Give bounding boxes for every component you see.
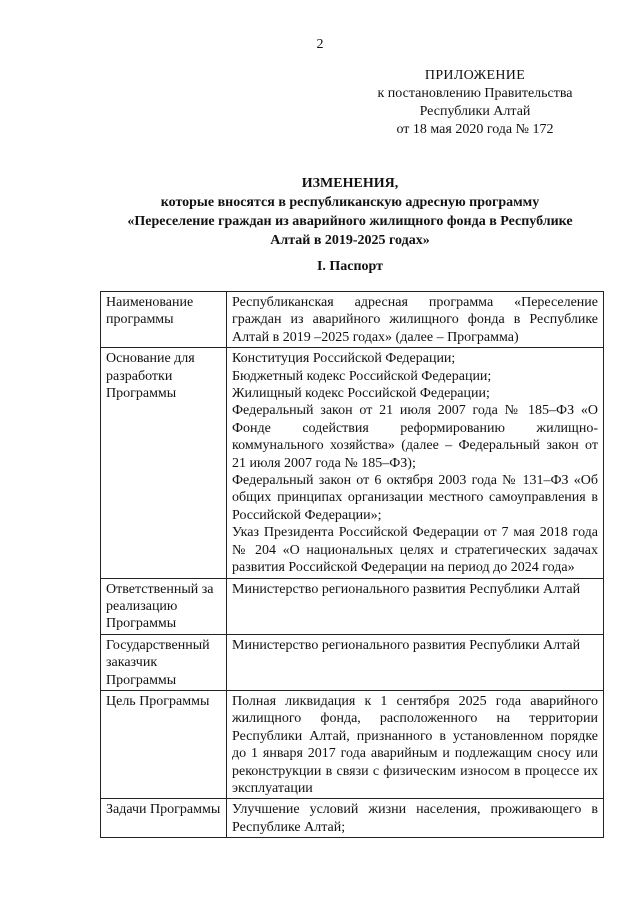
row-label: Основание для разработки Программы (101, 348, 227, 578)
row-value (227, 799, 604, 838)
table-row (101, 578, 604, 634)
appendix-title: ПРИЛОЖЕНИЕ (424, 68, 526, 83)
value-line: Федеральный закон от 21 июля 2007 года № 185–ФЗ «О Фонде содействия реформированию жилищно-коммунального хозяйства» (далее – Федеральный закон от 21 июля 2007 года № 185–ФЗ); (232, 403, 598, 471)
table-row (101, 348, 604, 578)
row-value (227, 348, 604, 578)
value-line: Полная ликвидация к 1 сентября 2025 года аварийного жилищного фонда, расположенного на территории Республики Алтай, признанного в установленном порядке до 1 января 2017 года аварийным и подлежащим сносу или реконструкции в связи с физическим износом в процессе их эксплуатации (232, 693, 598, 796)
table-row (101, 292, 604, 348)
value-line: Федеральный закон от 6 октября 2003 года № 131–ФЗ «Об общих принципах организации местного самоуправления в Российской Федерации»; (232, 473, 598, 523)
heading-program-name-cont: Алтай в 2019-2025 годах» (270, 233, 430, 248)
appendix-resolution-line: к постановлению Правительства (377, 86, 573, 101)
value-line: Республиканская адресная программа «Переселение граждан из аварийного жилищного фонда в Республике Алтай в 2019 –2025 годах» (далее – Программа) (232, 295, 598, 345)
page-number: 2 (316, 37, 324, 52)
value-line: Министерство регионального развития Республики Алтай (232, 581, 581, 597)
row-label: Задачи Программы (101, 799, 227, 838)
row-label: Ответственный за реализацию Программы (101, 578, 227, 634)
row-value (227, 292, 604, 348)
value-line: Министерство регионального развития Республики Алтай (232, 637, 581, 653)
heading-program-name: «Переселение граждан из аварийного жилищного фонда в Республике (127, 214, 573, 229)
passport-table (100, 291, 604, 838)
value-line: Конституция Российской Федерации; (232, 351, 456, 367)
value-line: Улучшение условий жизни населения, проживающего в Республике Алтай; (232, 802, 598, 835)
row-label: Наименование программы (101, 292, 227, 348)
row-label: Цель Программы (101, 690, 227, 798)
table-row (101, 690, 604, 798)
row-value (227, 578, 604, 634)
table-row (101, 634, 604, 690)
row-label: Государственный заказчик Программы (101, 634, 227, 690)
value-line: Бюджетный кодекс Российской Федерации; (232, 368, 492, 384)
document-heading (90, 174, 610, 250)
appendix-republic-line: Республики Алтай (419, 104, 531, 119)
value-line: Жилищный кодекс Российской Федерации; (232, 386, 490, 402)
heading-subtitle: которые вносятся в республиканскую адресную программу (160, 195, 540, 210)
appendix-block (360, 67, 590, 139)
heading-title: ИЗМЕНЕНИЯ, (301, 176, 399, 191)
table-row (101, 799, 604, 838)
appendix-date-line: от 18 мая 2020 года № 172 (396, 122, 554, 137)
row-value (227, 634, 604, 690)
row-value (227, 690, 604, 798)
section-title: I. Паспорт (316, 259, 384, 274)
value-line: Указ Президента Российской Федерации от 7 мая 2018 года № 204 «О национальных целях и стратегических задачах развития Российской Федерации на период до 2024 года» (232, 525, 598, 576)
